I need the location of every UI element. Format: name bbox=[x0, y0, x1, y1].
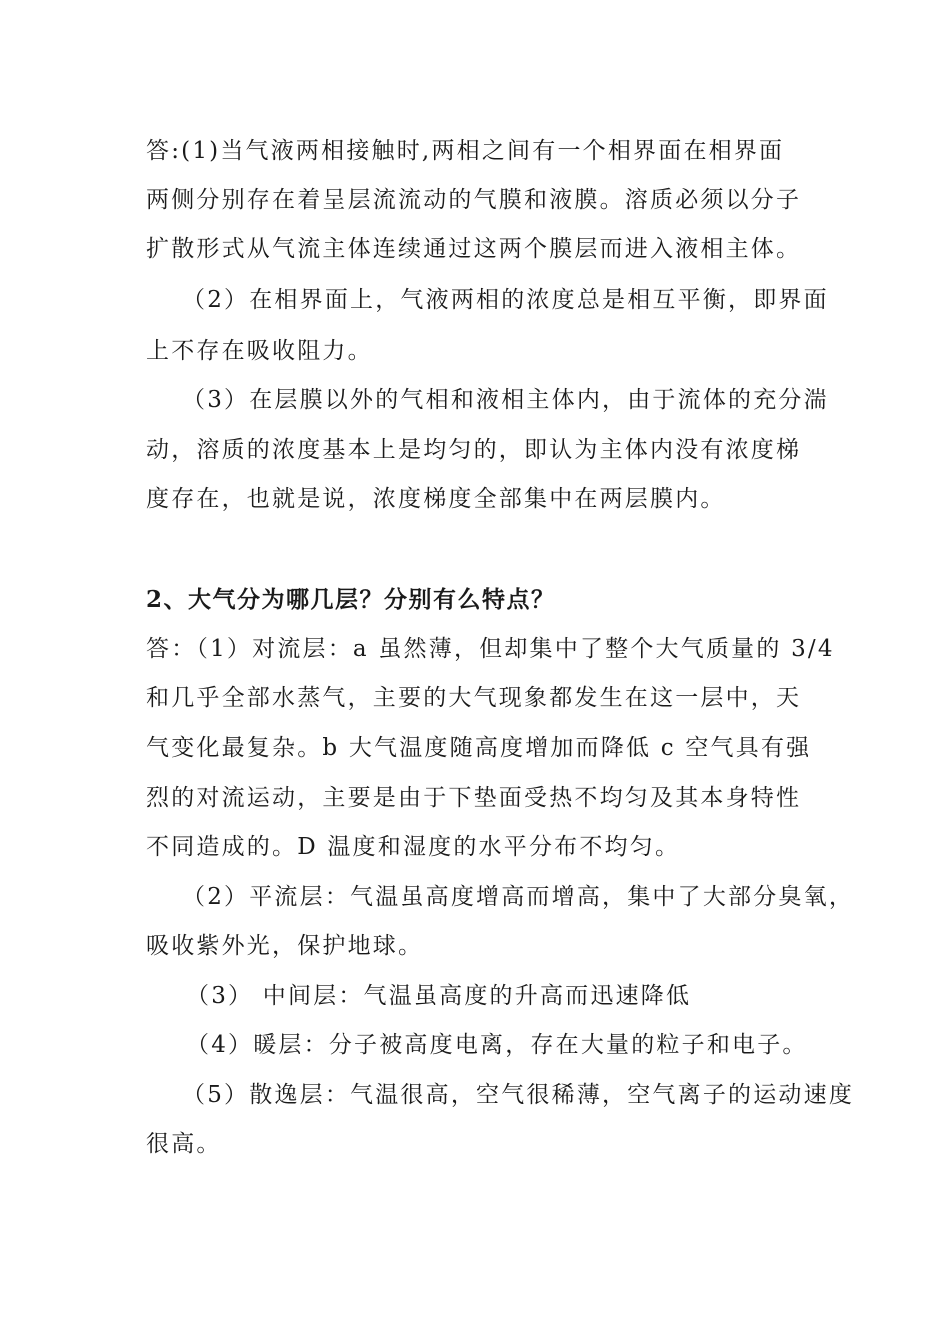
answer2-line-3: 气变化最复杂。b 大气温度随高度增加而降低 c 空气具有强 bbox=[146, 735, 812, 761]
answer1-line-3: 扩散形式从气流主体连续通过这两个膜层而进入液相主体。 bbox=[146, 236, 802, 262]
answer2-line-1: 答：（1）对流层：a 虽然薄，但却集中了整个大气质量的 3/4 bbox=[146, 636, 835, 662]
answer1-line-6: （3）在层膜以外的气相和液相主体内，由于流体的充分湍 bbox=[182, 387, 829, 413]
question2-heading: 2、大气分为哪几层？分别有么特点？ bbox=[146, 586, 556, 613]
answer2-line-2: 和几乎全部水蒸气，主要的大气现象都发生在这一层中，天 bbox=[146, 685, 802, 711]
answer2-line-4: 烈的对流运动，主要是由于下垫面受热不均匀及其本身特性 bbox=[146, 785, 802, 811]
answer2-line-8: （3） 中间层：气温虽高度的升高而迅速降低 bbox=[186, 983, 692, 1009]
answer1-line-8: 度存在，也就是说，浓度梯度全部集中在两层膜内。 bbox=[146, 486, 726, 512]
answer2-line-9: （4）暖层：分子被高度电离，存在大量的粒子和电子。 bbox=[186, 1032, 808, 1058]
answer2-line-5: 不同造成的。D 温度和湿度的水平分布不均匀。 bbox=[146, 834, 681, 860]
answer2-line-11: 很高。 bbox=[146, 1131, 222, 1157]
answer1-line-2: 两侧分别存在着呈层流流动的气膜和液膜。溶质必须以分子 bbox=[146, 187, 802, 213]
answer2-line-10: （5）散逸层：气温很高，空气很稀薄，空气离子的运动速度 bbox=[182, 1082, 855, 1108]
answer2-line-7: 吸收紫外光，保护地球。 bbox=[146, 933, 424, 959]
answer1-line-1: 答:(1)当气液两相接触时,两相之间有一个相界面在相界面 bbox=[146, 138, 785, 164]
answer2-line-6: （2）平流层：气温虽高度增高而增高，集中了大部分臭氧， bbox=[182, 884, 855, 910]
answer1-line-4: （2）在相界面上，气液两相的浓度总是相互平衡，即界面 bbox=[182, 287, 829, 313]
answer1-line-5: 上不存在吸收阻力。 bbox=[146, 338, 373, 364]
answer1-line-7: 动，溶质的浓度基本上是均匀的，即认为主体内没有浓度梯 bbox=[146, 437, 802, 463]
